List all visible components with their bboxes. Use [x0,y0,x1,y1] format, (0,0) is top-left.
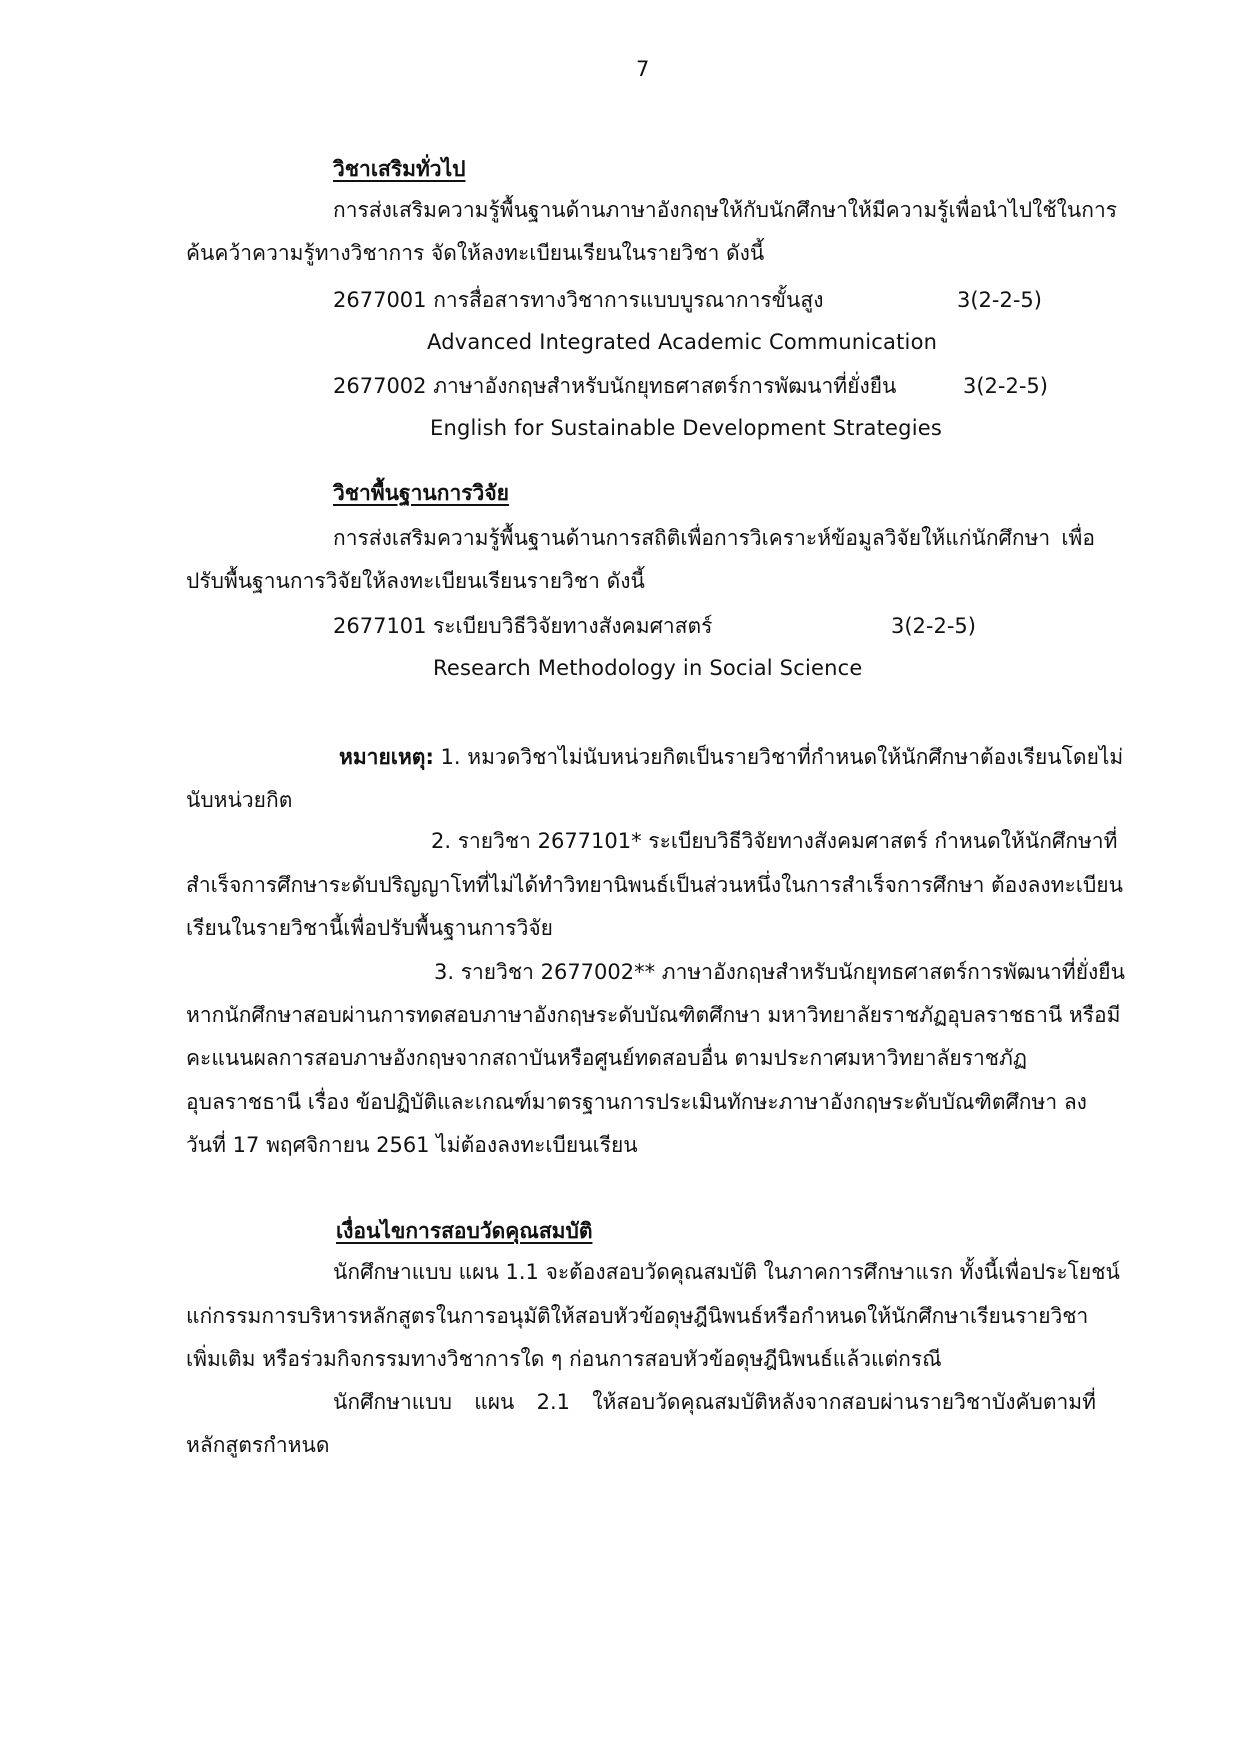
note-1-line-2: นับหน่วยกิต [186,788,293,812]
research-paragraph-line-2: ปรับพื้นฐานการวิจัยให้ลงทะเบียนเรียนรายวิชา ดังนี้ [186,569,645,593]
note-3-line-5: วันที่ 17 พฤศจิกายน 2561 ไม่ต้องลงทะเบียนเรียน [186,1133,638,1157]
qualifying-paragraph-2-line-2: หลักสูตรกำหนด [186,1433,330,1457]
general-paragraph-line-2: ค้นคว้าความรู้ทางวิชาการ จัดให้ลงทะเบียนเรียนในรายวิชา ดังนี้ [186,241,765,265]
note-2-line-2: สำเร็จการศึกษาระดับปริญญาโทที่ไม่ได้ทำวิทยานิพนธ์เป็นส่วนหนึ่งในการสำเร็จการศึกษา ต้องลงทะเบียน [186,873,1123,897]
note-label: หมายเหตุ: [339,745,434,769]
note-3-line-3: คะแนนผลการสอบภาษอังกฤษจากสถาบันหรือศูนย์ทดสอบอื่น ตามประกาศมหาวิทยาลัยราชภัฏ [186,1046,1027,1070]
research-paragraph-line-1: การส่งเสริมความรู้พื้นฐานด้านการสถิติเพื่อการวิเคราะห์ข้อมูลวิจัยให้แก่นักศึกษา เพื่อ [333,526,1095,550]
section-heading-general: วิชาเสริมทั่วไป [333,157,466,181]
page-number: 7 [636,57,650,81]
section-heading-qualifying: เงื่อนไขการสอบวัดคุณสมบัติ [336,1219,593,1243]
course-credits: 3(2-2-5) [957,288,1042,312]
course-english-title: Advanced Integrated Academic Communication [427,330,938,354]
course-english-title: Research Methodology in Social Science [433,656,863,680]
qualifying-paragraph-2-line-1: นักศึกษาแบบ แผน 2.1 ให้สอบวัดคุณสมบัติหลังจากสอบผ่านรายวิชาบังคับตามที่ [333,1390,1096,1414]
note-2-line-3: เรียนในรายวิชานี้เพื่อปรับพื้นฐานการวิจัย [186,916,553,940]
note-1-line-1 [339,742,1123,772]
course-english-title: English for Sustainable Development Strategies [430,416,943,440]
qualifying-paragraph-1-line-3: เพิ่มเติม หรือร่วมกิจกรรมทางวิชาการใด ๆ ก่อนการสอบหัวข้อดุษฎีนิพนธ์แล้วแต่กรณี [186,1347,942,1371]
course-credits: 3(2-2-5) [963,374,1048,398]
note-3-line-4: อุบลราชธานี เรื่อง ข้อปฏิบัติและเกณฑ์มาตรฐานการประเมินทักษะภาษาอังกฤษระดับบัณฑิตศึกษา ลง [186,1090,1087,1114]
note-2-line-1: 2. รายวิชา 2677101* ระเบียบวิธีวิจัยทางสังคมศาสตร์ กำหนดให้นักศึกษาที่ [431,829,1118,853]
course-credits: 3(2-2-5) [891,614,976,638]
course-code: 2677101 [333,614,427,638]
course-code-title: 2677002 ภาษาอังกฤษสำหรับนักยุทธศาสตร์การพัฒนาที่ยั่งยืน [333,374,897,398]
general-paragraph-line-1: การส่งเสริมความรู้พื้นฐานด้านภาษาอังกฤษให้กับนักศึกษาให้มีความรู้เพื่อนำไปใช้ในการ [333,198,1118,222]
qualifying-paragraph-1-line-1: นักศึกษาแบบ แผน 1.1 จะต้องสอบวัดคุณสมบัติ ในภาคการศึกษาแรก ทั้งนี้เพื่อประโยชน์ [333,1260,1120,1284]
qualifying-paragraph-1-line-2: แก่กรรมการบริหารหลักสูตรในการอนุมัติให้สอบหัวข้อดุษฎีนิพนธ์หรือกำหนดให้นักศึกษาเรียนรายวิชา [186,1304,1089,1328]
course-code-title: 2677001 การสื่อสารทางวิชาการแบบบูรณาการขั้นสูง [333,288,824,312]
section-heading-research: วิชาพื้นฐานการวิจัย [333,481,509,505]
note-3-line-2: หากนักศึกษาสอบผ่านการทดสอบภาษาอังกฤษระดับบัณฑิตศึกษา มหาวิทยาลัยราชภัฏอุบลราชธานี หรือมี [186,1003,1121,1027]
note-3-line-1: 3. รายวิชา 2677002** ภาษาอังกฤษสำหรับนักยุทธศาสตร์การพัฒนาที่ยั่งยืน [434,960,1125,984]
note-1-text: 1. หมวดวิชาไม่นับหน่วยกิตเป็นรายวิชาที่กำหนดให้นักศึกษาต้องเรียนโดยไม่ [433,745,1124,769]
course-title: ระเบียบวิธีวิจัยทางสังคมศาสตร์ [433,614,713,638]
